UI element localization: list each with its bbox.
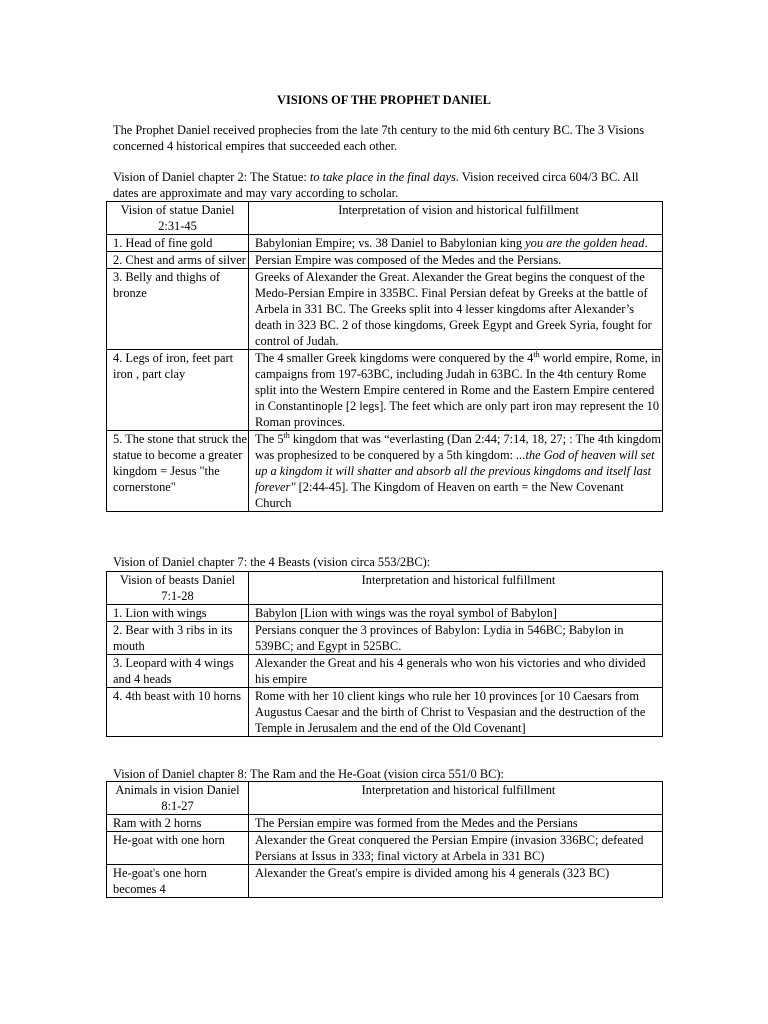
table-cell: He-goat's one horn becomes 4	[107, 865, 249, 898]
column-header: Animals in vision Daniel 8:1-27	[107, 782, 249, 815]
column-header: Vision of statue Daniel 2:31-45	[107, 202, 249, 235]
page-title: VISIONS OF THE PROPHET DANIEL	[277, 93, 491, 107]
table-row	[107, 622, 663, 655]
table-cell: The Persian empire was formed from the Medes and the Persians	[249, 815, 663, 832]
table-cell: Persian Empire was composed of the Medes and the Persians.	[249, 252, 663, 269]
table-cell: 2. Bear with 3 ribs in its mouth	[107, 622, 249, 655]
table-cell: 1. Lion with wings	[107, 605, 249, 622]
cell-text: The 4 smaller Greek kingdoms were conquered by the 4	[255, 351, 534, 365]
table-cell: Rome with her 10 client kings who rule her 10 provinces [or 10 Caesars from Augustus Caesar and the birth of Christ to Vespasian and the destruction of the Temple in Jerusalem and the end of the Old Covenant]	[249, 688, 663, 737]
cell-italic-text: you are the golden head	[525, 236, 645, 250]
cell-text: [2:44-45]. The Kingdom of Heaven on earth = the New Covenant Church	[255, 480, 624, 510]
table-row	[107, 865, 663, 898]
vision3-heading: Vision of Daniel chapter 8: The Ram and the He-Goat (vision circa 551/0 BC):	[113, 767, 504, 781]
table-header-row	[107, 572, 663, 605]
vision1-table	[106, 201, 663, 512]
column-header: Interpretation of vision and historical fulfillment	[249, 202, 663, 235]
table-cell: Persians conquer the 3 provinces of Babylon: Lydia in 546BC; Babylon in 539BC; and Egypt in 525BC.	[249, 622, 663, 655]
table-cell: 1. Head of fine gold	[107, 235, 249, 252]
column-header: Interpretation and historical fulfillment	[249, 782, 663, 815]
table-cell: Ram with 2 horns	[107, 815, 249, 832]
superscript: th	[533, 349, 540, 359]
table-cell: Babylon [Lion with wings was the royal symbol of Babylon]	[249, 605, 663, 622]
table-cell: 3. Belly and thighs of bronze	[107, 269, 249, 350]
table-row	[107, 605, 663, 622]
table-row	[107, 655, 663, 688]
table-row	[107, 252, 663, 269]
cell-text: The 5	[255, 432, 284, 446]
table-cell: 4. 4th beast with 10 horns	[107, 688, 249, 737]
column-header: Vision of beasts Daniel 7:1-28	[107, 572, 249, 605]
table-row	[107, 815, 663, 832]
vision2-heading: Vision of Daniel chapter 7: the 4 Beasts (vision circa 553/2BC):	[113, 555, 431, 569]
table-row	[107, 235, 663, 252]
table-cell: Alexander the Great conquered the Persian Empire (invasion 336BC; defeated Persians at Issus in 333; final victory at Arbela in 331 BC)	[249, 832, 663, 865]
table-header-row	[107, 782, 663, 815]
table-row	[107, 832, 663, 865]
vision1-heading-text: Vision of Daniel chapter 2: The Statue:	[113, 170, 310, 184]
cell-text: world empire, Rome, in campaigns from 197-63BC, including Judah in 63BC. In the 4th century Rome split into the Western Empire centered in Rome and the Eastern Empire centered in Constantinople [2 legs]. The feet which are only part iron may represent the 10 Roman provinces.	[255, 351, 661, 429]
vision1-heading-text-2: . Vision received circa 604/3 BC. All dates are approximate and may vary according to scholar.	[113, 170, 639, 200]
superscript: th	[283, 430, 290, 440]
cell-italic-text: ...the God of heaven will set up a kingdom it will shatter and absorb all the previous kingdoms and itself last forever"	[255, 448, 655, 494]
cell-text: kingdom that was “everlasting (Dan 2:44; 7:14, 18, 27; : The 4th kingdom was prophesized to be conquered by a 5th kingdom:	[255, 432, 661, 462]
table-cell: 2. Chest and arms of silver	[107, 252, 249, 269]
table-cell	[249, 350, 663, 431]
table-cell: 4. Legs of iron, feet part iron , part clay	[107, 350, 249, 431]
table-row	[107, 269, 663, 350]
table-header-row	[107, 202, 663, 235]
column-header: Interpretation and historical fulfillment	[249, 572, 663, 605]
vision1-heading	[113, 169, 658, 201]
table-row	[107, 350, 663, 431]
table-cell: 3. Leopard with 4 wings and 4 heads	[107, 655, 249, 688]
cell-text: .	[644, 236, 648, 250]
vision1-heading-italic: to take place in the final days	[309, 170, 456, 184]
table-cell	[249, 235, 663, 252]
table-cell: Greeks of Alexander the Great. Alexander the Great begins the conquest of the Medo-Persian Empire in 335BC. Final Persian defeat by Greeks at the battle of Arbela in 331 BC. The Greeks split into 4 lesser kingdoms after Alexander’s death in 323 BC. 2 of those kingdoms, Greek Egypt and Greek Syria, fought for control of Judah.	[249, 269, 663, 350]
table-row	[107, 431, 663, 512]
vision2-table	[106, 571, 663, 737]
table-cell	[249, 431, 663, 512]
vision3-table	[106, 781, 663, 898]
cell-text: Babylonian Empire; vs. 38 Daniel to Babylonian king	[255, 236, 526, 250]
table-row	[107, 688, 663, 737]
table-cell: He-goat with one horn	[107, 832, 249, 865]
table-cell: 5. The stone that struck the statue to become a greater kingdom = Jesus "the cornerstone"	[107, 431, 249, 512]
intro-paragraph: The Prophet Daniel received prophecies from the late 7th century to the mid 6th century BC. The 3 Visions concerned 4 historical empires that succeeded each other.	[113, 123, 645, 153]
table-cell: Alexander the Great and his 4 generals who won his victories and who divided his empire	[249, 655, 663, 688]
table-cell: Alexander the Great's empire is divided among his 4 generals (323 BC)	[249, 865, 663, 898]
